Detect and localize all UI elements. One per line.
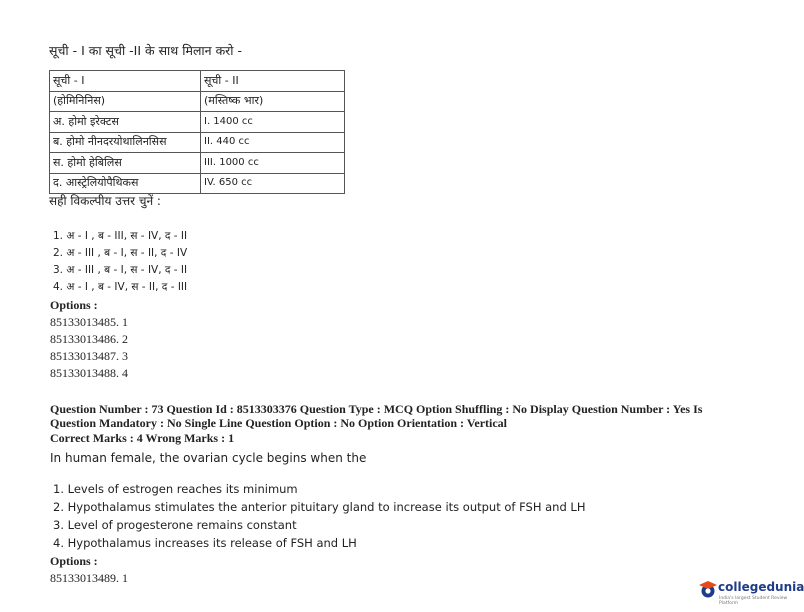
table-cell: ब. होमो नीनदरयोथालिनसिस — [50, 132, 201, 153]
option-id: 85133013487. 3 — [50, 349, 128, 363]
logo-tagline: India's largest Student Review Platform — [719, 596, 788, 606]
table-row — [50, 91, 345, 112]
table-cell: I. 1400 cc — [201, 112, 345, 133]
table-cell: सूची - II — [201, 71, 345, 92]
table-cell: III. 1000 cc — [201, 153, 345, 174]
question-text: In human female, the ovarian cycle begins when the — [50, 451, 367, 465]
option-id: 85133013488. 4 — [50, 366, 128, 380]
question-meta: Question Number : 73 Question Id : 8513303376 Question Type : MCQ Option Shuffling : No Display Question Number : Yes Is — [50, 402, 703, 416]
table-cell: (होमिनिनिस) — [50, 91, 201, 112]
answer-option: 1. Levels of estrogen reaches its minimum — [53, 482, 298, 496]
logo-name: collegedunia — [718, 580, 804, 594]
table-cell: अ. होमो इरेक्टस — [50, 112, 201, 133]
answer-option: 3. Level of progesterone remains constant — [53, 518, 297, 532]
answer-option: 4. अ - I , ब - IV, स - II, द - III — [53, 281, 188, 293]
collegedunia-logo — [698, 577, 804, 607]
question-instruction: सही विकल्पीय उत्तर चुनें : — [49, 194, 161, 208]
answer-option: 2. Hypothalamus stimulates the anterior pituitary gland to increase its output of FSH and LH — [53, 500, 586, 514]
answer-option: 1. अ - I , ब - III, स - IV, द - II — [53, 230, 188, 242]
question-meta: Question Mandatory : No Single Line Question Option : No Option Orientation : Vertical — [50, 416, 508, 430]
option-id: 85133013485. 1 — [50, 315, 128, 329]
question-title: सूची - I का सूची -II के साथ मिलान करो - — [49, 43, 243, 58]
answer-option: 2. अ - III , ब - I, स - II, द - IV — [53, 247, 188, 259]
options-label: Options : — [50, 554, 98, 568]
table-cell: IV. 650 cc — [201, 173, 345, 194]
table-cell: (मस्तिष्क भार) — [201, 91, 345, 112]
match-table — [49, 70, 345, 194]
answer-option: 4. Hypothalamus increases its release of FSH and LH — [53, 536, 357, 550]
table-row — [50, 71, 345, 92]
table-cell: द. आस्ट्रेलियोपैथिकस — [50, 173, 201, 194]
options-label: Options : — [50, 298, 98, 312]
graduation-cap-icon — [698, 579, 718, 599]
table-row — [50, 112, 345, 133]
answer-option: 3. अ - III , ब - I, स - IV, द - II — [53, 264, 188, 276]
table-cell: स. होमो हेबिलिस — [50, 153, 201, 174]
question-marks: Correct Marks : 4 Wrong Marks : 1 — [50, 431, 235, 445]
table-row — [50, 173, 345, 194]
option-id: 85133013489. 1 — [50, 571, 128, 585]
table-row — [50, 153, 345, 174]
table-cell: II. 440 cc — [201, 132, 345, 153]
table-row — [50, 132, 345, 153]
table-cell: सूची - I — [50, 71, 201, 92]
option-id: 85133013486. 2 — [50, 332, 128, 346]
